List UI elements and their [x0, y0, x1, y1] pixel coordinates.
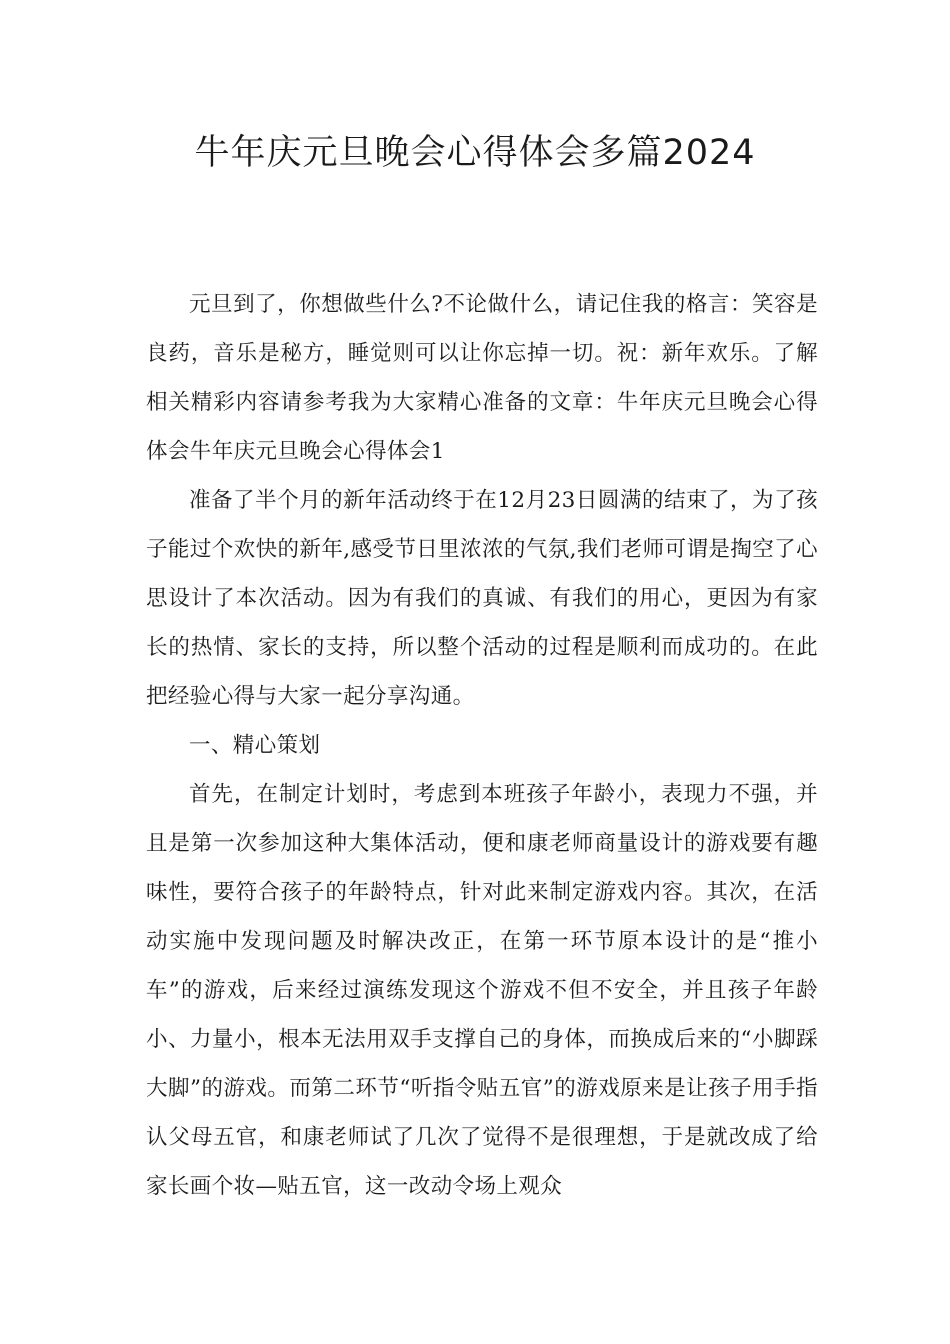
paragraph-planning-details: 首先，在制定计划时，考虑到本班孩子年龄小，表现力不强，并且是第一次参加这种大集体活动，便和康老师商量设计的游戏要有趣味性，要符合孩子的年龄特点，针对此来制定游戏内容。其次，在活动实施中发现问题及时解决改正，在第一环节原本设计的是“推小车”的游戏，后来经过演练发现这个游戏不但不安全，并且孩子年龄小、力量小，根本无法用双手支撑自己的身体，而换成后来的“小脚踩大脚”的游戏。而第二环节“听指令贴五官”的游戏原来是让孩子用手指认父母五官，和康老师试了几次了觉得不是很理想，于是就改成了给家长画个妆—贴五官，这一改动令场上观众 — [146, 782, 818, 1199]
section-heading-planning: 一、精心策划 — [189, 733, 321, 758]
document-body — [146, 280, 818, 1211]
document-title: 牛年庆元旦晚会心得体会多篇2024 — [194, 133, 756, 173]
paragraph-intro: 元旦到了，你想做些什么?不论做什么，请记住我的格言：笑容是良药，音乐是秘方，睡觉则可以让你忘掉一切。祝：新年欢乐。了解相关精彩内容请参考我为大家精心准备的文章：牛年庆元旦晚会心得体会牛年庆元旦晚会心得体会1 — [146, 292, 818, 464]
paragraph-event-summary: 准备了半个月的新年活动终于在12月23日圆满的结束了，为了孩子能过个欢快的新年,感受节日里浓浓的气氛,我们老师可谓是掏空了心思设计了本次活动。因为有我们的真诚、有我们的用心，更因为有家长的热情、家长的支持，所以整个活动的过程是顺利而成功的。在此把经验心得与大家一起分享沟通。 — [146, 488, 818, 709]
